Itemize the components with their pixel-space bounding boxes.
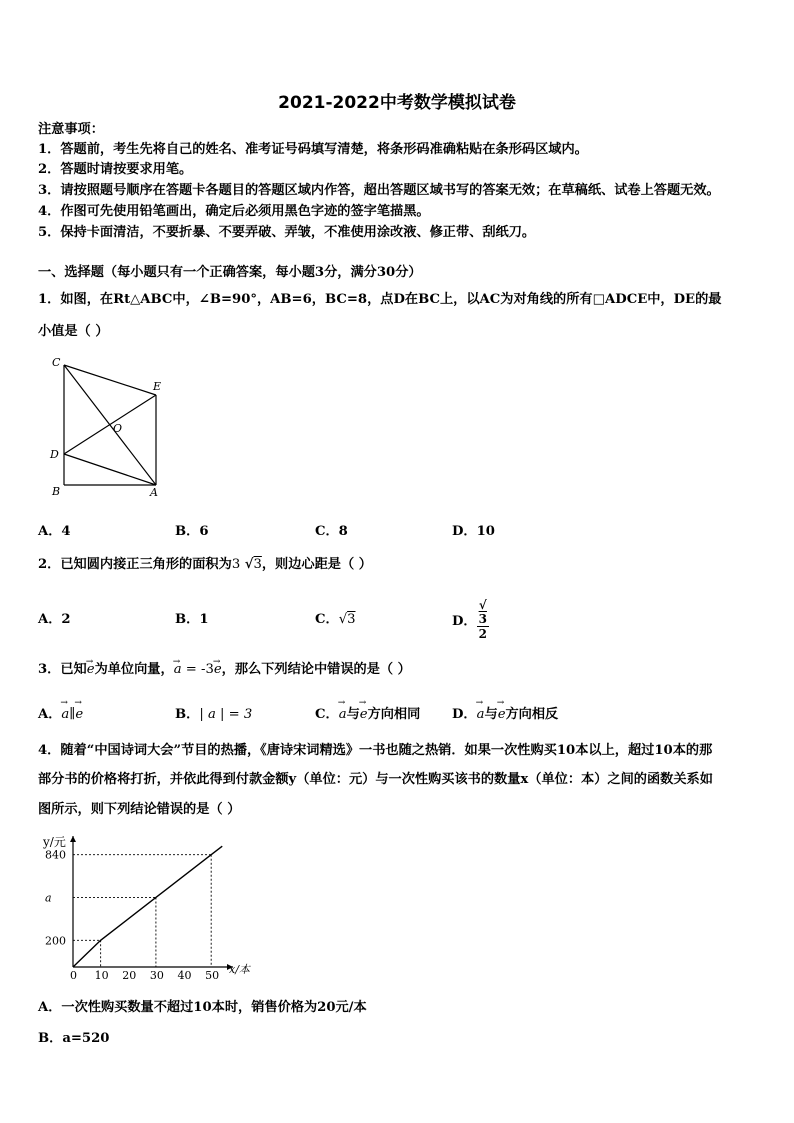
page-title: 2021-2022中考数学模拟试卷 — [278, 93, 516, 113]
x-tick-label: 30 — [149, 969, 164, 980]
note-item-3: 3．请按照题号顺序在答题卡各题目的答题区域内作答，超出答题区域书写的答案无效；在草稿纸、试卷上答题无效。 — [38, 183, 720, 198]
q4-stem-line2: 部分书的价格将打折，并依此得到付款金额y（单位：元）与一次性购买该书的数量x（单位：本）之间的函数关系如 — [38, 772, 713, 787]
y-tick-label: 840 — [45, 848, 66, 862]
y-axis-label: y/元 — [43, 835, 66, 849]
note-item-1: 1．答题前，考生先将自己的姓名、准考证号码填写清楚，将条形码准确粘贴在条形码区域内。 — [38, 142, 588, 157]
q1-stem-line2: 小值是（ ） — [38, 324, 109, 339]
q4-stem-line3: 图所示，则下列结论错误的是（ ） — [38, 802, 241, 817]
q3-post: ，那么下列结论中错误的是（ ） — [221, 662, 411, 677]
q3-option-b-label: B． — [175, 707, 200, 722]
q2-option-d — [452, 598, 489, 641]
q3-option-c — [315, 703, 420, 722]
q2-stem-pre: 2．已知圆内接正三角形的面积为 — [38, 557, 232, 572]
q3-option-d-label: D． — [452, 707, 477, 722]
note-item-5: 5．保持卡面清洁，不要折暴、不要弄破、弄皱，不准使用涂改液、修正带、刮纸刀。 — [38, 225, 536, 240]
note-item-4: 4．作图可先使用铅笔画出，确定后必须用黑色字迹的签字笔描黑。 — [38, 204, 430, 219]
notes-heading: 注意事项： — [38, 122, 104, 137]
label-e: E — [153, 380, 162, 393]
x-axis-label: x/本 — [229, 963, 250, 976]
q1-option-a: A．4 — [38, 524, 71, 539]
q2-option-b: B．1 — [175, 612, 209, 627]
label-o: O — [113, 422, 123, 435]
q2-stem-post: ，则边心距是（ ） — [261, 557, 372, 572]
q2-option-d-den: 2 — [478, 627, 487, 641]
q1-figure — [46, 353, 176, 503]
q3-mid: 为单位向量， — [94, 662, 174, 677]
q3-option-a-sym: ∥ — [69, 707, 76, 722]
y-tick-label: 200 — [45, 934, 66, 948]
q2-option-d-fraction: √ 3 2 — [478, 598, 487, 641]
label-b: B — [52, 485, 61, 498]
edge-ce — [64, 365, 156, 395]
q3-option-b-expr: | a | = 3 — [199, 707, 253, 722]
q3-pre: 3．已知 — [38, 662, 87, 677]
x-tick-label: 0 — [70, 969, 77, 980]
q3-vec-e2: → e — [214, 662, 222, 677]
q2-option-c-label: C． — [315, 612, 339, 627]
q4-chart — [36, 828, 266, 980]
edge-da — [64, 454, 156, 485]
q2-option-a: A．2 — [38, 612, 71, 627]
q3-stem — [38, 661, 411, 679]
q3-option-c-label: C． — [315, 707, 339, 722]
q3-option-a-vec-a: → a — [61, 707, 69, 722]
q3-option-c-mid: 与 — [346, 707, 360, 722]
q3-option-d — [452, 703, 558, 722]
series-line — [73, 846, 222, 967]
q1-stem-line1: 1．如图，在Rt△ABC中，∠B=90°，AB=6，BC=8，点D在BC上，以AC为对角线的所有□ADCE中，DE的最 — [38, 292, 722, 307]
label-c: C — [52, 356, 61, 369]
q3-option-c-post: 方向相同 — [367, 707, 421, 722]
q3-option-a — [38, 703, 83, 722]
x-tick-label: 20 — [122, 969, 137, 980]
q3-option-c-vec-a: → a — [339, 707, 347, 722]
q1-option-c: C．8 — [315, 524, 348, 539]
label-a: A — [150, 486, 158, 499]
q3-option-d-post: 方向相反 — [505, 707, 559, 722]
q2-option-c-rad: 3 — [347, 612, 356, 627]
q3-option-c-vec-e: → e — [360, 707, 368, 722]
q3-vec-a: → a — [174, 662, 182, 677]
x-tick-label: 40 — [177, 969, 192, 980]
q3-option-a-vec-e: → e — [75, 707, 83, 722]
q1-option-d: D．10 — [452, 524, 495, 539]
y-tick-label: a — [45, 891, 52, 905]
q2-stem: 2．已知圆内接正三角形的面积为3 √3，则边心距是（ ） — [38, 557, 372, 572]
q3-option-d-vec-a: → a — [477, 707, 485, 722]
y-axis-arrow — [70, 836, 76, 842]
q3-option-d-mid: 与 — [484, 707, 498, 722]
q4-stem-line1: 4．随着“中国诗词大会”节目的热播，《唐诗宋词精选》一书也随之热销．如果一次性购买10本以上，超过10本的那 — [38, 743, 713, 758]
q1-option-b: B．6 — [175, 524, 209, 539]
x-tick-label: 50 — [205, 969, 220, 980]
x-tick-label: 10 — [94, 969, 109, 980]
q2-option-d-num: 3 — [478, 612, 487, 626]
q2-stem-coef: 3 — [231, 557, 241, 572]
q3-vec-e: → e — [87, 662, 95, 677]
section-heading: 一、选择题（每小题只有一个正确答案，每小题3分，满分30分） — [38, 265, 422, 280]
label-d: D — [50, 448, 59, 461]
q2-option-d-label: D． — [452, 614, 477, 629]
edge-de — [64, 395, 156, 454]
q4-option-b: B．a=520 — [38, 1031, 110, 1046]
q4-option-a: A．一次性购买数量不超过10本时，销售价格为20元/本 — [38, 1000, 367, 1015]
q3-option-d-vec-e: → e — [498, 707, 506, 722]
q3-option-b — [175, 703, 252, 722]
q2-stem-rad: 3 — [253, 557, 262, 572]
q3-option-a-label: A． — [38, 707, 62, 722]
note-item-2: 2．答题时请按要求用笔。 — [38, 162, 193, 177]
q3-eq: = -3 — [181, 662, 214, 677]
q2-option-c: C．√3 — [315, 612, 356, 627]
